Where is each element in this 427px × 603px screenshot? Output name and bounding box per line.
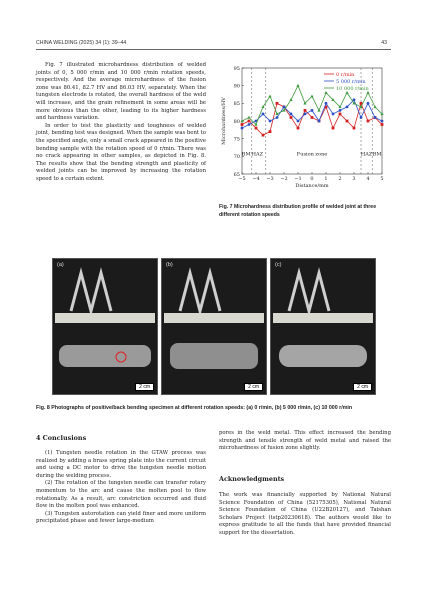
x-axis-label: Distance/mm [295, 183, 329, 189]
y-tick-label: 90 [233, 83, 240, 90]
y-tick-label: 70 [233, 154, 240, 161]
right-column-text [219, 430, 391, 453]
data-point [269, 120, 272, 123]
data-point [346, 105, 349, 108]
data-point [297, 127, 300, 130]
data-point [332, 127, 335, 130]
data-point [262, 113, 265, 116]
x-tick-label: −5 [238, 176, 246, 182]
data-point [381, 123, 384, 126]
data-point [241, 127, 244, 130]
conclusion-2: (2) The rotation of the tungsten needle can transfer rotary momentum to the arc and cause the molten pool to flow rotationally. As a result, arc constriction occurred and fluid flow in the molten pool was enhanced. [36, 480, 206, 510]
legend-label: 5 000 r/min [336, 78, 366, 85]
bend-specimen-image [162, 259, 266, 394]
x-tick-label: −1 [294, 176, 302, 182]
x-tick-label: −3 [266, 176, 274, 182]
y-tick-label: 65 [233, 171, 240, 178]
x-tick-label: −4 [252, 176, 260, 182]
data-point [332, 113, 335, 116]
data-point [353, 98, 356, 101]
region-label: BM [241, 151, 251, 158]
data-point [290, 116, 293, 119]
data-point [304, 109, 307, 112]
paragraph-microhardness: Fig. 7 illustrated microhardness distribution of welded joints of 0, 5 000 r/min and 10 000 r/min rotation speeds, respectively. And the average microhardness of the fusion zone was 80.41, 82.7 HV and 86.03 HV, separately. When the tungsten electrode is rotated, the overall hardness of the weld will increase, and the grain refinement in some areas will be more obvious than the other, leading to its higher hardness and hardness variation. [36, 62, 206, 122]
conclusion-3-continued: pores in the weld metal. This effect increased the bending strength and tensile strength of weld metal and raised the microhardness of fusion zone slightly. [219, 430, 391, 452]
region-label: Fusion zone [296, 151, 328, 158]
data-point [353, 127, 356, 130]
data-point [310, 94, 313, 97]
journal-header: CHINA WELDING (2025) 34 (1): 39–44 [36, 40, 127, 46]
x-tick-label: 3 [352, 176, 356, 182]
legend-label: 10 000 r/min [336, 85, 369, 92]
x-tick-label: 0 [310, 176, 314, 182]
data-point [296, 84, 299, 87]
data-point [304, 113, 307, 116]
y-tick-label: 80 [233, 118, 240, 125]
data-point [318, 120, 321, 123]
data-point [297, 120, 300, 123]
x-tick-label: 1 [324, 176, 328, 182]
data-point [262, 134, 265, 137]
data-point [325, 102, 328, 105]
y-axis-label: Microhardness/HV [221, 97, 227, 145]
data-point [311, 116, 314, 119]
x-tick-label: −2 [280, 176, 288, 182]
bend-specimen-image [53, 259, 157, 394]
data-point [276, 102, 279, 105]
data-point [324, 91, 327, 94]
data-point [339, 109, 342, 112]
data-point [241, 123, 244, 126]
paragraph-bending-test: In order to test the plasticity and toughness of welded joint, bending test was designed. When the sample was bent to the specified angle, only a small crack appeared in the positive bending sample with the rotation speed of 0 r/min. There was no crack appearing in other samples, as depicted in Fig. 8. The results show that the bending strength and plasticity of welded joints can be improved by increasing the rotation speed to a certain extent. [36, 122, 206, 182]
y-tick-label: 85 [233, 101, 240, 108]
y-tick-label: 75 [233, 136, 240, 143]
microhardness-chart [218, 64, 398, 194]
conclusion-3: (3) Tungsten autorotation can yield finer and more uniform precipitated phase and fewer large-medium [36, 510, 206, 525]
data-point [367, 120, 370, 123]
scale-bar-label: 2 cm [244, 383, 263, 391]
data-point [289, 98, 292, 101]
x-tick-label: 2 [338, 176, 342, 182]
header-rule [36, 49, 391, 50]
data-point [290, 113, 293, 116]
data-point [360, 116, 363, 119]
data-point [367, 102, 370, 105]
x-tick-label: 4 [366, 176, 370, 182]
data-point [247, 116, 250, 119]
data-point [283, 105, 286, 108]
y-tick-label: 95 [233, 65, 240, 72]
data-point [317, 109, 320, 112]
data-point [381, 120, 384, 123]
data-point [373, 105, 376, 108]
photo-panel-c [270, 258, 376, 395]
data-point [268, 94, 271, 97]
figure-8-caption: Fig. 8 Photographs of positive/back bending specimen at different rotation speeds: (a) 0 r/min, (b) 5 000 r/min, (c) 10 000 r/min [36, 405, 353, 411]
data-point [346, 120, 349, 123]
data-point [255, 127, 258, 130]
data-point [269, 130, 272, 133]
photo-panel-b [161, 258, 267, 395]
page-number: 43 [381, 40, 387, 46]
data-point [339, 113, 342, 116]
panel-label: (a) [57, 262, 64, 268]
left-column-text [36, 62, 206, 184]
figure-7-caption: Fig. 7 Microhardness distribution profile of welded joint at three different rotation speeds [219, 204, 377, 218]
data-point [248, 123, 251, 126]
panel-label: (c) [275, 262, 282, 268]
data-point [276, 116, 279, 119]
photo-panel-a [52, 258, 158, 395]
scale-bar-label: 2 cm [135, 383, 154, 391]
conclusion-1: (1) Tungsten needle rotation in the GTAW process was realized by adding a brass spring plate into the current circuit and using a DC motor to drive the tungsten needle motion during the welding process. [36, 450, 206, 479]
acknowledgments-paragraph: The work was financially supported by National Natural Science Foundation of China (52175305), National Natural Science Foundation of China (U22B20127), and Taishan Scholars Project (tstp20230618). The authors would like to express gratitude to all the funds that have provided financial support for the dissertation. [219, 492, 391, 536]
x-tick-label: 5 [380, 176, 384, 182]
acknowledgments-heading: Acknowledgments [219, 475, 285, 483]
conclusions-text [36, 450, 206, 526]
region-label: HAZ [360, 151, 373, 158]
legend-label: 0 r/min [336, 71, 355, 78]
bend-specimen-image [271, 259, 375, 394]
conclusions-heading: 4 Conclusions [36, 434, 87, 442]
region-label: BM [372, 151, 382, 158]
data-point [374, 116, 377, 119]
region-label: HAZ [251, 151, 264, 158]
data-point [248, 120, 251, 123]
panel-label: (b) [166, 262, 173, 268]
scale-bar-label: 2 cm [353, 383, 372, 391]
acknowledgments-text [219, 492, 391, 538]
data-point [311, 109, 314, 112]
